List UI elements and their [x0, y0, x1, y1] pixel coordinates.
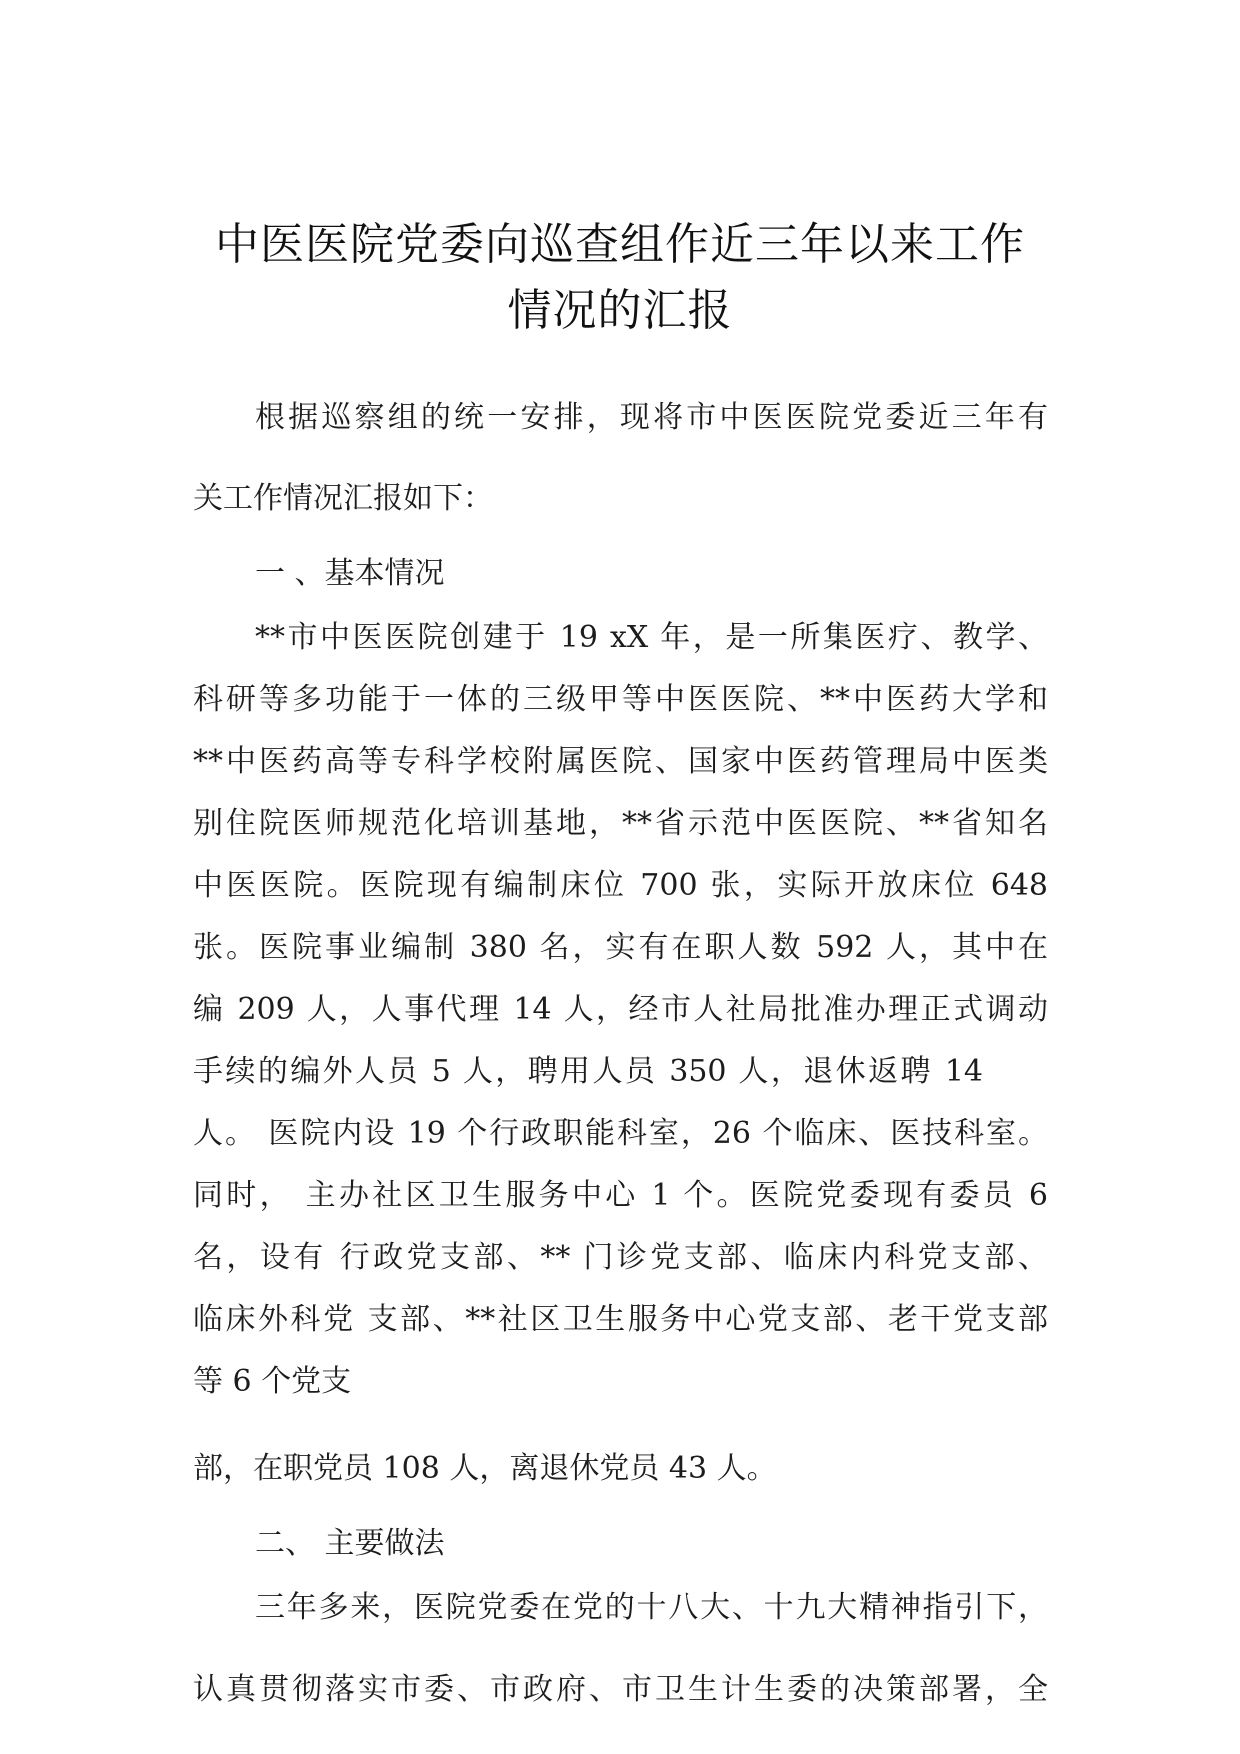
section1-line: **市中医医院创建于 19 xX 年，是一所集医疗、教学、 — [255, 620, 1048, 655]
section1-line: 部，在职党员 108 人，离退休党员 43 人。 — [193, 1451, 777, 1486]
section1-line: 手续的编外人员 5 人，聘用人员 350 人，退休返聘 14 — [193, 1054, 983, 1089]
section1-line: 临床外科党 支部、**社区卫生服务中心党支部、老干党支部 — [193, 1302, 1048, 1337]
intro-line2: 关工作情况汇报如下： — [193, 481, 493, 516]
section1-line: 科研等多功能于一体的三级甲等中医医院、**中医药大学和 — [193, 682, 1048, 717]
intro-line1: 根据巡察组的统一安排，现将市中医医院党委近三年有 — [255, 400, 1048, 435]
section2-heading: 二、 主要做法 — [255, 1526, 445, 1561]
section1-line: 同时， 主办社区卫生服务中心 1 个。医院党委现有委员 6 — [193, 1178, 1048, 1213]
section1-line: 别住院医师规范化培训基地，**省示范中医医院、**省知名 — [193, 806, 1048, 841]
section1-line: 等 6 个党支 — [193, 1364, 352, 1399]
section1-heading: 一 、基本情况 — [255, 556, 445, 591]
section1-line: 名，设有 行政党支部、** 门诊党支部、临床内科党支部、 — [193, 1240, 1048, 1275]
section2-line2: 认真贯彻落实市委、市政府、市卫生计生委的决策部署，全 — [193, 1672, 1048, 1707]
section1-line: 编 209 人，人事代理 14 人，经市人社局批准办理正式调动 — [193, 992, 1048, 1027]
section1-line: 中医医院。医院现有编制床位 700 张，实际开放床位 648 — [193, 868, 1048, 903]
section1-line: 人。 医院内设 19 个行政职能科室，26 个临床、医技科室。 — [193, 1116, 1048, 1151]
section1-line: **中医药高等专科学校附属医院、国家中医药管理局中医类 — [193, 744, 1048, 779]
document-title-line2: 情况的汇报 — [507, 285, 733, 336]
section2-line1: 三年多来，医院党委在党的十八大、十九大精神指引下， — [255, 1590, 1048, 1625]
section1-line: 张。医院事业编制 380 名，实有在职人数 592 人，其中在 — [193, 930, 1048, 965]
document-title-line1: 中医医院党委向巡查组作近三年以来工作 — [215, 219, 1025, 270]
